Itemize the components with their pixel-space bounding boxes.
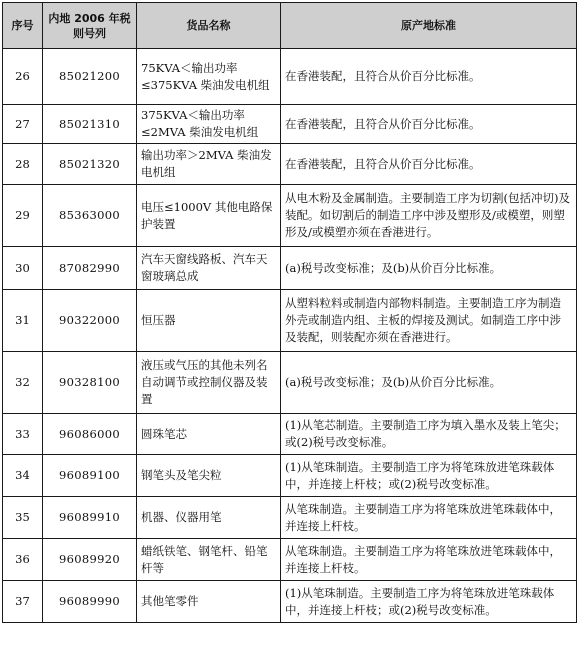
cell-goods-name: 电压≤1000V 其他电路保护装置: [137, 185, 281, 247]
cell-origin-standard: 从电木粉及金属制造。主要制造工序为切割(包括冲切)及装配。如切割后的制造工序中涉及塑形及/或模塑，则塑形及/或模塑亦须在香港进行。: [281, 185, 577, 247]
table-row: [3, 414, 577, 455]
cell-origin-standard: (a)税号改变标准；及(b)从价百分比标准。: [281, 247, 577, 290]
table-row: [3, 185, 577, 247]
cell-tariff-code: 85021320: [43, 144, 137, 185]
cell-serial-number: 28: [3, 144, 43, 185]
cell-tariff-code: 96089990: [43, 581, 137, 623]
table-row: [3, 581, 577, 623]
cell-serial-number: 31: [3, 290, 43, 352]
cell-goods-name: 恒压器: [137, 290, 281, 352]
cell-tariff-code: 96089920: [43, 539, 137, 581]
cell-goods-name: 75KVA＜输出功率≤375KVA 柴油发电机组: [137, 49, 281, 105]
origin-rules-table: [2, 2, 577, 623]
cell-serial-number: 35: [3, 497, 43, 539]
cell-origin-standard: (1)从笔芯制造。主要制造工序为填入墨水及装上笔尖；或(2)税号改变标准。: [281, 414, 577, 455]
cell-origin-standard: 在香港装配，且符合从价百分比标准。: [281, 49, 577, 105]
header-tariff-code: 内地 2006 年税则号列: [43, 3, 137, 49]
table-row: [3, 105, 577, 144]
cell-tariff-code: 96086000: [43, 414, 137, 455]
cell-origin-standard: (a)税号改变标准；及(b)从价百分比标准。: [281, 352, 577, 414]
cell-origin-standard: 从塑料粒料或制造内部物料制造。主要制造工序为制造外壳或制造内组、主板的焊接及测试。如制造工序中涉及装配，则装配亦须在香港进行。: [281, 290, 577, 352]
cell-origin-standard: 从笔珠制造。主要制造工序为将笔珠放进笔珠载体中，并连接上杆枝。: [281, 539, 577, 581]
cell-serial-number: 29: [3, 185, 43, 247]
cell-serial-number: 30: [3, 247, 43, 290]
cell-origin-standard: 从笔珠制造。主要制造工序为将笔珠放进笔珠载体中，并连接上杆枝。: [281, 497, 577, 539]
cell-serial-number: 27: [3, 105, 43, 144]
table-row: [3, 455, 577, 497]
cell-serial-number: 37: [3, 581, 43, 623]
table-body: [3, 49, 577, 623]
cell-tariff-code: 87082990: [43, 247, 137, 290]
cell-tariff-code: 90328100: [43, 352, 137, 414]
cell-tariff-code: 85363000: [43, 185, 137, 247]
table-row: [3, 144, 577, 185]
cell-serial-number: 26: [3, 49, 43, 105]
cell-goods-name: 圆珠笔芯: [137, 414, 281, 455]
header-serial-number: 序号: [3, 3, 43, 49]
cell-origin-standard: (1)从笔珠制造。主要制造工序为将笔珠放进笔珠载体中，并连接上杆枝；或(2)税号改变标准。: [281, 455, 577, 497]
cell-tariff-code: 96089910: [43, 497, 137, 539]
cell-goods-name: 钢笔头及笔尖粒: [137, 455, 281, 497]
cell-tariff-code: 85021310: [43, 105, 137, 144]
header-origin-standard: 原产地标准: [281, 3, 577, 49]
cell-tariff-code: 85021200: [43, 49, 137, 105]
cell-origin-standard: 在香港装配，且符合从价百分比标准。: [281, 105, 577, 144]
table-header: [3, 3, 577, 49]
cell-serial-number: 34: [3, 455, 43, 497]
table-row: [3, 247, 577, 290]
cell-tariff-code: 96089100: [43, 455, 137, 497]
cell-serial-number: 36: [3, 539, 43, 581]
cell-origin-standard: (1)从笔珠制造。主要制造工序为将笔珠放进笔珠载体中，并连接上杆枝；或(2)税号改变标准。: [281, 581, 577, 623]
table-row: [3, 539, 577, 581]
header-goods-name: 货品名称: [137, 3, 281, 49]
cell-goods-name: 其他笔零件: [137, 581, 281, 623]
cell-serial-number: 32: [3, 352, 43, 414]
header-row: [3, 3, 577, 49]
cell-goods-name: 机器、仪器用笔: [137, 497, 281, 539]
cell-goods-name: 输出功率＞2MVA 柴油发电机组: [137, 144, 281, 185]
cell-goods-name: 375KVA＜输出功率≤2MVA 柴油发电机组: [137, 105, 281, 144]
cell-tariff-code: 90322000: [43, 290, 137, 352]
table-row: [3, 497, 577, 539]
cell-goods-name: 液压或气压的其他未列名自动调节或控制仪器及装置: [137, 352, 281, 414]
table-row: [3, 352, 577, 414]
cell-goods-name: 蜡纸铁笔、钢笔杆、铅笔杆等: [137, 539, 281, 581]
cell-goods-name: 汽车天窗线路板、汽车天窗玻璃总成: [137, 247, 281, 290]
cell-serial-number: 33: [3, 414, 43, 455]
cell-origin-standard: 在香港装配，且符合从价百分比标准。: [281, 144, 577, 185]
table-row: [3, 49, 577, 105]
table-row: [3, 290, 577, 352]
